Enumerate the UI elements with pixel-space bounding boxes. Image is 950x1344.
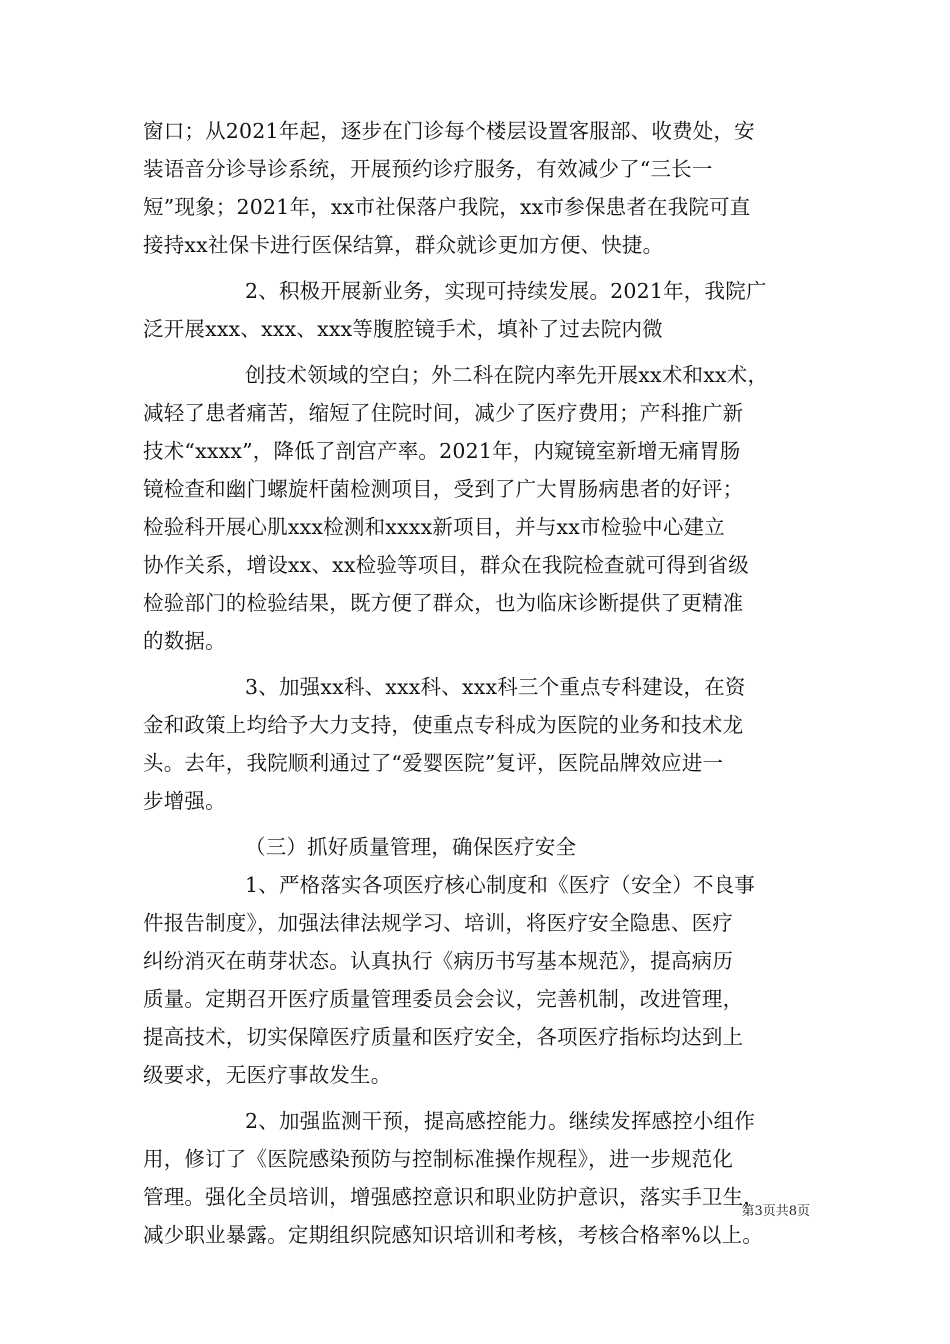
text-line: 镜检查和幽门螺旋杆菌检测项目，受到了广大胃肠病患者的好评； <box>143 477 744 501</box>
text-line: 2、积极开展新业务，实现可持续发展。2021年，我院广 <box>245 279 767 303</box>
text-line: 2、加强监测干预，提高感控能力。继续发挥感控小组作 <box>245 1109 756 1133</box>
document-body <box>143 112 807 1254</box>
paragraph-gap <box>143 660 807 668</box>
text-line: 质量。定期召开医疗质量管理委员会会议，完善机制，改进管理， <box>143 987 744 1011</box>
text-line: 窗口；从2021年起，逐步在门诊每个楼层设置客服部、收费处，安 <box>143 119 755 143</box>
text-line: 1、严格落实各项医疗核心制度和《医疗（安全）不良事 <box>245 873 756 897</box>
text-line: 金和政策上均给予大力支持，使重点专科成为医院的业务和技术龙 <box>143 713 744 737</box>
text-line: 级要求，无医疗事故发生。 <box>143 1063 392 1087</box>
text-line: 接持xx社保卡进行医保结算，群众就诊更加方便、快捷。 <box>143 233 664 257</box>
paragraph-gap <box>143 1094 807 1102</box>
text-line: 件报告制度》，加强法律法规学习、培训，将医疗安全隐患、医疗 <box>143 911 734 935</box>
text-line: 减轻了患者痛苦，缩短了住院时间，减少了医疗费用；产科推广新 <box>143 401 744 425</box>
text-line: 头。去年，我院顺利通过了“爱婴医院”复评，医院品牌效应进一 <box>143 751 724 775</box>
paragraph-gap <box>143 820 807 828</box>
text-line: 的数据。 <box>143 629 226 653</box>
text-line: 减少职业暴露。定期组织院感知识培训和考核，考核合格率%以上。 <box>143 1223 763 1247</box>
text-line: 检验部门的检验结果，既方便了群众，也为临床诊断提供了更精准 <box>143 591 744 615</box>
text-line: 管理。强化全员培训，增强感控意识和职业防护意识，落实手卫生， <box>143 1185 764 1209</box>
text-line: 短”现象；2021年，xx市社保落户我院，xx市参保患者在我院可直 <box>143 195 751 219</box>
text-line: 步增强。 <box>143 789 226 813</box>
text-line: 创技术领域的空白；外二科在院内率先开展xx术和xx术， <box>245 363 769 387</box>
text-line: 装语音分诊导诊系统，开展预约诊疗服务，有效减少了“三长一 <box>143 157 713 181</box>
text-line: 技术“xxxx”，降低了剖宫产率。2021年，内窥镜室新增无痛胃肠 <box>143 439 741 463</box>
text-line: 3、加强xx科、xxx科、xxx科三个重点专科建设，在资 <box>245 675 746 699</box>
text-line: 用，修订了《医院感染预防与控制标准操作规程》，进一步规范化 <box>143 1147 734 1171</box>
paragraph-gap <box>143 264 807 272</box>
text-line: 提高技术，切实保障医疗质量和医疗安全，各项医疗指标均达到上 <box>143 1025 744 1049</box>
text-line: 纠纷消灭在萌芽状态。认真执行《病历书写基本规范》，提高病历 <box>143 949 734 973</box>
text-line: 泛开展xxx、xxx、xxx等腹腔镜手术，填补了过去院内微 <box>143 317 663 341</box>
page-number: 第3页共8页 <box>741 1204 810 1219</box>
text-line: 协作关系，增设xx、xx检验等项目，群众在我院检查就可得到省级 <box>143 553 749 577</box>
text-line: （三）抓好质量管理，确保医疗安全 <box>245 835 577 859</box>
text-line: 检验科开展心肌xxx检测和xxxx新项目，并与xx市检验中心建立 <box>143 515 725 539</box>
paragraph-gap <box>143 348 807 356</box>
